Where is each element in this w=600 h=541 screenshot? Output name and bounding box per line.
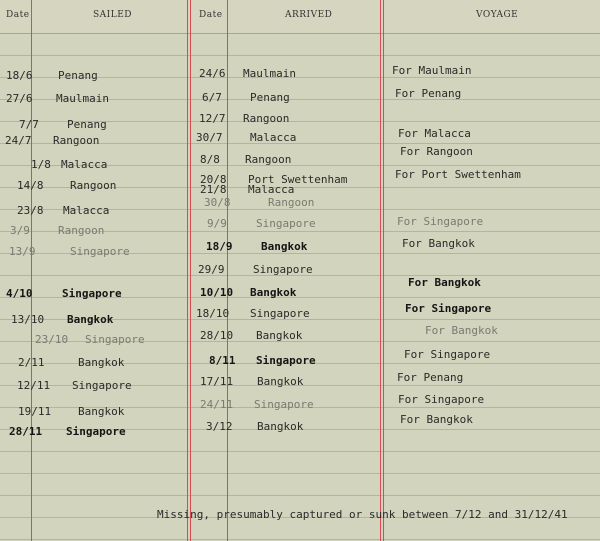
- voyage-entry: For Bangkok: [425, 324, 498, 337]
- arrived-place: Rangoon: [243, 112, 290, 125]
- arrived-place: Penang: [250, 91, 290, 104]
- arrived-date: 18/9: [206, 240, 233, 253]
- voyage-entry: For Singapore: [398, 393, 485, 406]
- sailed-place: Bangkok: [78, 356, 125, 369]
- voyage-entry: For Malacca: [398, 127, 471, 140]
- arrived-place: Malacca: [250, 131, 297, 144]
- header-sailed: SAILED: [93, 10, 132, 20]
- sailed-place: Singapore: [70, 245, 130, 258]
- sailed-place: Malacca: [63, 204, 110, 217]
- arrived-place: Malacca: [248, 183, 295, 196]
- sailed-place: Penang: [67, 118, 107, 131]
- arrived-place: Bangkok: [257, 375, 304, 388]
- sailed-date: 1/8: [31, 158, 51, 171]
- sailed-place: Malacca: [61, 158, 108, 171]
- arrived-date: 30/8: [204, 196, 231, 209]
- header-date-sailed: Date: [6, 10, 30, 20]
- arrived-date: 20/8: [200, 173, 227, 186]
- sailed-place: Singapore: [66, 425, 126, 438]
- arrived-place: Bangkok: [261, 240, 308, 253]
- arrived-date: 18/10: [196, 307, 230, 320]
- arrived-place: Singapore: [253, 263, 313, 276]
- arrived-place: Singapore: [256, 217, 316, 230]
- voyage-entry: For Rangoon: [400, 145, 473, 158]
- arrived-date: 28/10: [200, 329, 234, 342]
- sailed-place: Maulmain: [56, 92, 109, 105]
- sailed-date: 23/8: [17, 204, 44, 217]
- sailed-date: 18/6: [6, 69, 33, 82]
- sailed-date: 28/11: [9, 425, 43, 438]
- arrived-place: Bangkok: [250, 286, 297, 299]
- arrived-date: 3/12: [206, 420, 233, 433]
- sailed-place: Singapore: [85, 333, 145, 346]
- arrived-date: 8/11: [209, 354, 236, 367]
- sailed-date: 14/8: [17, 179, 44, 192]
- sailed-place: Penang: [58, 69, 98, 82]
- column-rule: [380, 0, 381, 541]
- arrived-place: Bangkok: [256, 329, 303, 342]
- voyage-entry: For Bangkok: [400, 413, 473, 426]
- voyage-entry: For Port Swettenham: [395, 168, 521, 181]
- sailed-date: 23/10: [35, 333, 69, 346]
- sailed-place: Bangkok: [67, 313, 114, 326]
- arrived-date: 12/7: [199, 112, 226, 125]
- sailed-place: Rangoon: [58, 224, 105, 237]
- arrived-date: 6/7: [202, 91, 222, 104]
- arrived-place: Bangkok: [257, 420, 304, 433]
- arrived-place: Rangoon: [268, 196, 315, 209]
- arrived-date: 8/8: [200, 153, 220, 166]
- voyage-entry: For Bangkok: [408, 276, 481, 289]
- header-arrived: ARRIVED: [285, 10, 333, 20]
- sailed-date: 7/7: [19, 118, 39, 131]
- voyage-entry: For Penang: [395, 87, 462, 100]
- arrived-place: Singapore: [250, 307, 310, 320]
- arrived-date: 10/10: [200, 286, 234, 299]
- sailed-date: 12/11: [17, 379, 51, 392]
- arrived-place: Singapore: [256, 354, 316, 367]
- arrived-place: Rangoon: [245, 153, 292, 166]
- sailed-date: 4/10: [6, 287, 33, 300]
- sailed-date: 13/10: [11, 313, 45, 326]
- arrived-place: Port Swettenham: [248, 173, 348, 186]
- arrived-date: 30/7: [196, 131, 223, 144]
- sailed-place: Rangoon: [70, 179, 117, 192]
- arrived-date: 9/9: [207, 217, 227, 230]
- sailed-date: 13/9: [9, 245, 36, 258]
- arrived-place: Singapore: [254, 398, 314, 411]
- voyage-entry: For Maulmain: [392, 64, 472, 77]
- arrived-date: 17/11: [200, 375, 234, 388]
- missing-note: Missing, presumably captured or sunk between 7/12 and 31/12/41: [157, 508, 568, 521]
- voyage-entry: For Singapore: [397, 215, 484, 228]
- voyage-entry: For Bangkok: [402, 237, 475, 250]
- column-rule: [227, 0, 228, 541]
- voyage-entry: For Singapore: [405, 302, 492, 315]
- sailed-date: 27/6: [6, 92, 33, 105]
- arrived-place: Maulmain: [243, 67, 296, 80]
- arrived-date: 29/9: [198, 263, 225, 276]
- sailed-date: 19/11: [18, 405, 52, 418]
- arrived-date: 24/11: [200, 398, 234, 411]
- column-rule: [187, 0, 188, 541]
- voyage-entry: For Singapore: [404, 348, 491, 361]
- arrived-date: 24/6: [199, 67, 226, 80]
- voyage-entry: For Penang: [397, 371, 464, 384]
- sailed-date: 2/11: [18, 356, 45, 369]
- sailed-place: Singapore: [72, 379, 132, 392]
- sailed-place: Bangkok: [78, 405, 125, 418]
- header-date-arrived: Date: [199, 10, 223, 20]
- header-voyage: VOYAGE: [476, 10, 519, 20]
- sailed-place: Rangoon: [53, 134, 100, 147]
- arrived-date: 21/8: [200, 183, 227, 196]
- sailed-date: 24/7: [5, 134, 32, 147]
- sailed-place: Singapore: [62, 287, 122, 300]
- sailed-date: 3/9: [10, 224, 30, 237]
